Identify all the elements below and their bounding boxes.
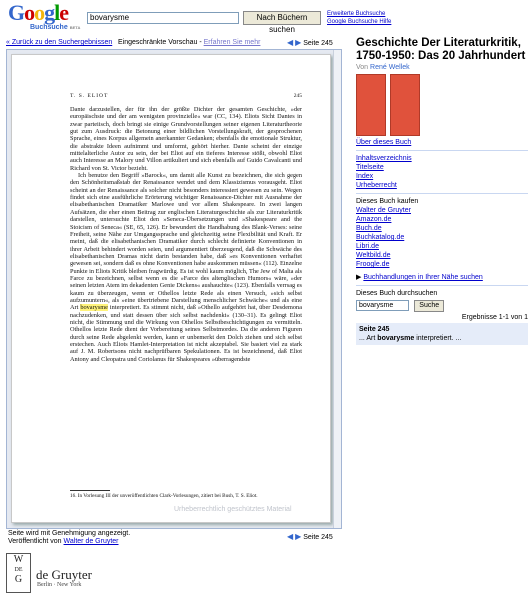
prev-page-icon[interactable]: ◀ — [287, 38, 294, 47]
copyright-watermark: Urheberrechtlich geschütztes Material — [174, 506, 292, 513]
logo-subtitle: Buchsuche BETA — [30, 24, 81, 31]
search-books-button[interactable]: Nach Büchern suchen — [243, 11, 321, 25]
shop-link[interactable]: Froogle.de — [356, 261, 390, 268]
publisher-link[interactable]: Walter de Gruyter — [63, 538, 119, 545]
sidebar — [356, 37, 528, 345]
permission-note — [8, 530, 130, 546]
author-link[interactable]: René Wellek — [370, 64, 410, 71]
permission-text: Seite wird mit Genehmigung angezeigt. — [8, 530, 131, 537]
header — [0, 0, 531, 34]
results-count: Ergebnisse 1-1 von 1 — [461, 314, 528, 321]
result-snippet: ... Art bovarysme interpretiert. ... — [359, 335, 462, 342]
cover-thumbnail[interactable] — [390, 74, 420, 136]
buy-book-label: Dieses Buch kaufen — [356, 198, 419, 205]
help-link[interactable]: Google Buchsuche Hilfe — [327, 19, 392, 25]
page-indicator-top: Seite 245 — [303, 40, 333, 47]
running-head: T. S. ELIOT — [70, 93, 109, 99]
cover-thumbnail[interactable] — [356, 74, 386, 136]
divider — [356, 193, 528, 194]
prev-page-icon[interactable]: ◀ — [287, 532, 294, 541]
book-viewer[interactable] — [6, 49, 342, 529]
shop-link[interactable]: Buchkatalog.de — [356, 234, 405, 241]
footnote: 16. In Vorlesung III der unveröffentlichten Clark-Vorlesungen, zitiert bei Bush, T. S. Eliot. — [70, 493, 258, 499]
header-links — [327, 10, 391, 26]
shop-link[interactable]: Walter de Gruyter — [356, 207, 411, 214]
book-search-input[interactable]: bovarysme — [87, 12, 239, 24]
shop-link[interactable]: Amazon.de — [356, 216, 392, 223]
page-number: 245 — [293, 93, 302, 99]
divider — [356, 150, 528, 151]
toc-link[interactable]: Inhaltsverzeichnis — [356, 155, 412, 162]
advanced-search-link[interactable]: Erweiterte Buchsuche — [327, 11, 386, 17]
publisher-city: Berlin · New York — [37, 582, 82, 588]
copyright-link[interactable]: Urheberrecht — [356, 182, 397, 189]
book-covers — [356, 74, 528, 138]
limited-preview-label: Eingeschränkte Vorschau - Erfahren Sie mehr — [118, 39, 261, 46]
next-page-icon[interactable]: ▶ — [295, 532, 302, 541]
book-page — [11, 54, 331, 523]
search-result[interactable] — [356, 323, 528, 345]
shop-link[interactable]: Buch.de — [356, 225, 382, 232]
wdg-logo-mark: W DE G — [6, 553, 31, 593]
publisher-name: de Gruyter — [36, 567, 92, 582]
google-logo[interactable] — [8, 2, 88, 34]
book-title: Geschichte Der Literaturkritik, 1750-1950: Das 20 Jahrhundert — [356, 37, 526, 62]
result-page-link[interactable]: Seite 245 — [359, 326, 390, 333]
top-pager — [287, 37, 333, 49]
learn-more-link[interactable]: Erfahren Sie mehr — [203, 39, 261, 46]
nearby-stores-link[interactable]: Buchhandlungen in Ihrer Nähe suchen — [363, 274, 483, 281]
divider — [356, 285, 528, 286]
footnote-divider — [70, 490, 110, 491]
index-link[interactable]: Index — [356, 173, 374, 180]
search-in-book-button[interactable]: Suche — [414, 300, 444, 312]
author-line: Von René Wellek — [356, 64, 410, 71]
shop-link[interactable]: Weltbild.de — [356, 252, 391, 259]
back-to-results-link[interactable]: « Zurück zu den Suchergebnissen — [6, 39, 113, 46]
page-body — [70, 106, 302, 363]
next-page-icon[interactable]: ▶ — [295, 38, 302, 47]
search-highlight: bovarysme — [80, 304, 108, 312]
search-in-book-form — [356, 300, 528, 312]
about-book-link[interactable]: Über dieses Buch — [356, 139, 412, 146]
publisher-logo[interactable] — [6, 553, 126, 595]
paragraph: Ich benutze den Begriff »Barock«, um damit alle Kunst zu bezeichnen, die sich gegen den Schönheitsmaßstab der Renaissance wendet und dem Klassizismus vorausgeht. Eliot scheint an der Renaissance als solcher nicht besonders interessiert gewesen zu sein. Wegen findet sich eine ausführliche Erörterung wichtiger Renaissance-Dichter mit Ausnahme der elisabethanischen Dramatiker Marlowe und vor allem Shakespeare. In zwei langen Aufsätzen, die eher einen Beitrag zur englischen Literaturgeschichte als zur Literaturkritik darstellen, untersuchte Eliot den »Seneca-Übersetzungen und »Shakespeare and the Stoicism of Seneca« (SE, 65, 126). Er bewundert die Handhabung des Blank-Verses: seine Freiheit, seine Nähe zur Umgangssprache und gleichzeitig seine Flexibilität und Kraft. Er meint, daß die elisabethanischen Dramatiker durch schlecht definierte Konventionen in ihrer Arbeit behindert worden seien, und argumentiert überzeugend, daß die Schwäche des elisabethanischen Dramas nicht darin bestanden habe, daß »es Konventionen verhaftet gewesen sei, sondern daß es ohne Konventionen habe auskommen müssen« (112). Einzelne Punkte in Eliots Kritik bleiben fragwürdig. Es ist wohl kaum möglich, The Jew of Malta als Farce zu bezeichnen, selbst wenn es die »Farce des altenglischen Humors« wäre, »der seinen letzten Atem im dekadenten Genie Dickens« aushauchte« (123). Ebenfalls verrsag es kaum zu überzeugen, wenn er Othellos letzte Rede als einen Versuch, »sich selbst aufzumuntern«, als »eine übertriebene Darstellung menschlicher Schwäche« und als eine Art bovarysme interpretiert. Es stimmt nicht, daß »Othello aufgehört hat, über Desdemona nachzudenken, und statt dessen über sich selbst nachdenkt« (130–31). Es gelingt Eliot nicht, die Stimmung und die Wirkung von Othellos Selbstbeschichtigungen zu vermitteln. Othellos letzte Rede dient der Vorbereitung seines Selbstmordes. Da die anderen Figuren durch seine Rede abgelenkt werden, kann er unbemerkt den Dolch ziehen und sich selbst erstechen. Auch Eliots Hamlet-Interpretation ist nicht akzeptabel. Sie basiert viel zu stark auf J. M. Robertsons nicht nachprüfbaren Spekulationen. Es ist bezeichnend, daß Eliot Antony and Cleopatra und Coriolanus für Shakespeares »überragendste — [70, 172, 302, 363]
google-wordmark: Google — [8, 0, 69, 25]
paragraph: Dante darzustellen, der für ihn der größte Dichter der gesamten Geschichte, »der europäischste und der am wenigsten provinzielle« war (CC, 134). Eliots Sicht Dantes in zwar parteiisch, doch bringt sie einige Grundvorstellungen seiner eigenen Literaturtheorie gut zum Ausdruck: die Betonung einer bildlichen Vorstellungskraft, der gesprochenen Sprache, eines Korpus allgemein anerkannter Gedanken; ebenfalls die emotionale Struktur, die abstrakte Ideen aufnimmt und umformt, gehört hierher. Dante scheint der einzige mittelalterliche Autor zu sein, der bei Eliot auf ein tieferes Interesse stößt, obwohl Eliot auch Interesse an Malory und Villon artikuliert und sich ebenfalls auf Guido Cavalcanti und Richard von St. Victor bezieht. — [70, 106, 302, 172]
triangle-right-icon: ▶ — [356, 274, 362, 281]
search-in-book-label: Dieses Buch durchsuchen — [356, 290, 438, 297]
published-by-label: Veröffentlicht von — [8, 538, 62, 545]
shop-link[interactable]: Libri.de — [356, 243, 379, 250]
viewer-scrollbar[interactable] — [333, 50, 341, 528]
search-in-book-input[interactable]: bovarysme — [356, 300, 409, 311]
page-indicator-bottom: Seite 245 — [303, 534, 333, 541]
nearby-stores[interactable] — [356, 273, 528, 282]
title-page-link[interactable]: Titelseite — [356, 164, 384, 171]
bottom-pager — [287, 531, 333, 543]
